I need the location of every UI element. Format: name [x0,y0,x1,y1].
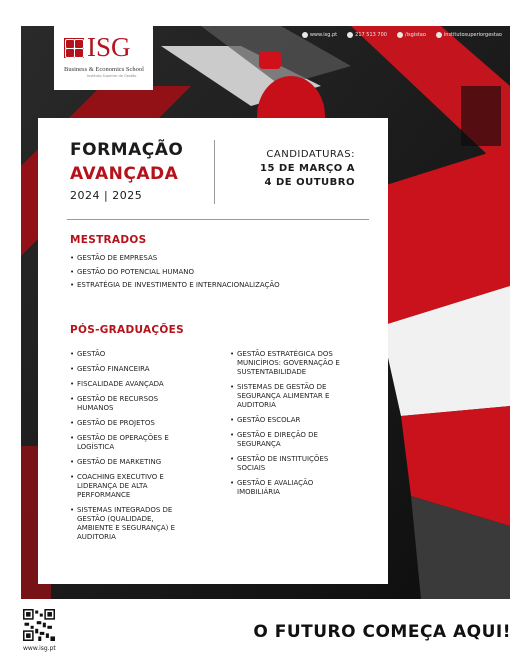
list-item: • SISTEMAS DE GESTÃO DE SEGURANÇA ALIMENTAR E AUDITORIA [230,383,355,410]
isg-logo[interactable] [54,26,153,90]
logo-subtitle: Business & Economics School [64,66,144,73]
instagram-text: institutosuperiorgestao [443,32,502,38]
pos-graduacoes-list-left [70,350,190,548]
vertical-divider [214,140,215,204]
list-item: • GESTÃO E AVALIAÇÃO IMOBILIÁRIA [230,479,355,497]
applications-block [260,148,355,190]
logo-tagline: Instituto Superior de Gestão [87,74,137,78]
list-item: • GESTÃO DE MARKETING [70,458,190,467]
list-item: • GESTÃO DE INSTITUIÇÕES SOCIAIS [230,455,355,473]
instagram-contact[interactable] [436,32,502,38]
logo-name: ISG [87,32,131,62]
facebook-contact[interactable] [397,32,426,38]
list-item: • GESTÃO DE RECURSOS HUMANOS [70,395,190,413]
qr-code-icon[interactable] [23,609,55,641]
list-item: • GESTÃO [70,350,190,359]
mestrados-list [70,254,370,295]
applications-start: 15 DE MARÇO A [260,163,355,174]
list-item: • SISTEMAS INTEGRADOS DE GESTÃO (QUALIDADE, AMBIENTE E SEGURANÇA) E AUDITORIA [70,506,190,542]
website-contact[interactable] [302,32,337,38]
applications-end: 4 DE OUTUBRO [264,177,355,188]
list-item: • GESTÃO E DIREÇÃO DE SEGURANÇA [230,431,355,449]
phone-contact[interactable] [347,32,387,38]
title-line2: AVANÇADA [70,164,179,184]
horizontal-divider [67,219,369,220]
list-item: • GESTÃO ESTRATÉGICA DOS MUNICÍPIOS: GOVERNAÇÃO E SUSTENTABILIDADE [230,350,355,377]
pos-graduacoes-title: PÓS-GRADUAÇÕES [70,324,184,336]
slogan: O FUTURO COMEÇA AQUI! [253,622,511,642]
facebook-text: /isgistao [404,32,426,38]
info-card [38,118,388,584]
contact-bar [302,32,502,38]
facebook-icon [397,32,403,38]
list-item: • FISCALIDADE AVANÇADA [70,380,190,389]
list-item: • GESTÃO DE OPERAÇÕES E LOGÍSTICA [70,434,190,452]
title-line1: FORMAÇÃO [70,140,184,160]
list-item: • GESTÃO FINANCEIRA [70,365,190,374]
mestrados-title: MESTRADOS [70,234,147,246]
footer-url[interactable]: www.isg.pt [23,645,56,652]
phone-text: 217 513 700 [355,32,387,38]
list-item: • ESTRATÉGIA DE INVESTIMENTO E INTERNACIONALIZAÇÃO [70,281,370,290]
globe-icon [302,32,308,38]
list-item: • COACHING EXECUTIVO E LIDERANÇA DE ALTA PERFORMANCE [70,473,190,500]
poster [21,26,510,599]
phone-icon [347,32,353,38]
website-text: www.isg.pt [309,32,338,38]
list-item: • GESTÃO DE EMPRESAS [70,254,370,263]
pos-graduacoes-list-right [230,350,355,503]
academic-years: 2024 | 2025 [70,189,143,202]
list-item: • GESTÃO DE PROJETOS [70,419,190,428]
instagram-icon [436,32,442,38]
logo-mark-icon [64,38,84,58]
list-item: • GESTÃO DO POTENCIAL HUMANO [70,268,370,277]
applications-label: CANDIDATURAS: [266,149,355,160]
list-item: • GESTÃO ESCOLAR [230,416,355,425]
